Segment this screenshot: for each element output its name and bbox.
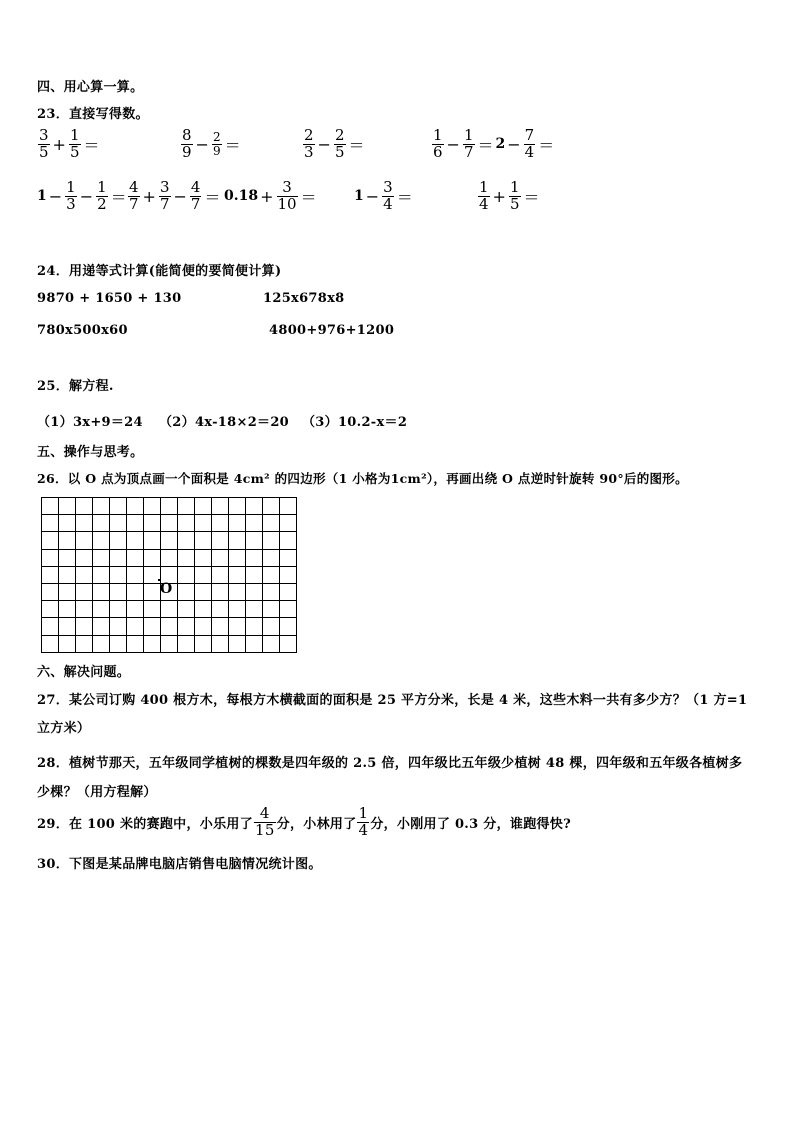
grid-cell[interactable] bbox=[161, 532, 178, 549]
grid-cell[interactable] bbox=[110, 618, 127, 635]
grid-cell[interactable] bbox=[212, 601, 229, 618]
grid-cell[interactable] bbox=[161, 618, 178, 635]
grid-cell[interactable] bbox=[127, 601, 144, 618]
grid-cell[interactable] bbox=[127, 636, 144, 653]
grid-cell[interactable] bbox=[76, 498, 93, 515]
grid-cell[interactable] bbox=[144, 636, 161, 653]
grid-cell[interactable] bbox=[110, 550, 127, 567]
question-29: 29．在 100 米的赛跑中，小乐用了 $\frac{4}{15}$ 分，小林用了 $\frac{1}{4}$ 分，小刚用了 0.3 分，谁跑得快? bbox=[37, 804, 572, 839]
grid-cell[interactable] bbox=[195, 636, 212, 653]
grid-cell[interactable] bbox=[76, 601, 93, 618]
question-27-line-1: 27．某公司订购 400 根方木，每根方木横截面的面积是 25 平方分米，长是 4 米，这些木料一共有多少方？（1 方=1 bbox=[37, 693, 748, 708]
grid-cell[interactable] bbox=[76, 618, 93, 635]
grid-cell[interactable] bbox=[93, 584, 110, 601]
point-o-label: O bbox=[160, 581, 173, 597]
grid-cell[interactable] bbox=[76, 584, 93, 601]
grid-cell[interactable] bbox=[280, 550, 297, 567]
grid-cell[interactable] bbox=[42, 636, 59, 653]
grid-cell[interactable] bbox=[246, 601, 263, 618]
grid-cell[interactable] bbox=[59, 550, 76, 567]
grid-cell[interactable] bbox=[144, 567, 161, 584]
grid-cell[interactable] bbox=[161, 636, 178, 653]
q24-item-2: 125x678x8 bbox=[263, 291, 345, 306]
grid-cell[interactable] bbox=[263, 515, 280, 532]
grid-cell[interactable] bbox=[144, 515, 161, 532]
grid-cell[interactable] bbox=[212, 550, 229, 567]
grid-cell[interactable] bbox=[42, 515, 59, 532]
q25-item-2: （2）4x-18×2＝20 bbox=[159, 415, 290, 430]
calc-1-3: $\frac{2}{3}$ − $\frac{2}{5}$ ＝ bbox=[304, 126, 365, 161]
grid-cell[interactable] bbox=[127, 515, 144, 532]
grid-cell[interactable] bbox=[280, 601, 297, 618]
grid-cell[interactable] bbox=[212, 584, 229, 601]
grid-cell[interactable] bbox=[76, 550, 93, 567]
grid-cell[interactable] bbox=[263, 636, 280, 653]
grid-cell[interactable] bbox=[59, 532, 76, 549]
calc-1-1: $\frac{3}{5}$ + $\frac{1}{5}$ ＝ bbox=[39, 126, 100, 161]
grid-cell[interactable] bbox=[110, 601, 127, 618]
grid-cell[interactable] bbox=[229, 584, 246, 601]
grid-cell[interactable] bbox=[144, 532, 161, 549]
grid-cell[interactable] bbox=[178, 584, 195, 601]
grid-cell[interactable] bbox=[76, 532, 93, 549]
grid-cell[interactable] bbox=[59, 567, 76, 584]
calc-2-1: 1 − $\frac{1}{3}$ − $\frac{1}{2}$ ＝ bbox=[37, 178, 127, 213]
grid-cell[interactable] bbox=[127, 532, 144, 549]
grid-cell[interactable] bbox=[229, 515, 246, 532]
grid-cell[interactable] bbox=[161, 601, 178, 618]
section-4-title: 四、用心算一算。 bbox=[37, 80, 144, 95]
grid-cell[interactable] bbox=[59, 636, 76, 653]
grid-cell[interactable] bbox=[195, 498, 212, 515]
grid-cell[interactable] bbox=[127, 567, 144, 584]
grid-cell[interactable] bbox=[127, 618, 144, 635]
grid-cell[interactable] bbox=[178, 498, 195, 515]
square-grid[interactable] bbox=[41, 497, 297, 653]
grid-cell[interactable] bbox=[76, 567, 93, 584]
grid-cell[interactable] bbox=[110, 515, 127, 532]
grid-cell[interactable] bbox=[76, 515, 93, 532]
grid-cell[interactable] bbox=[195, 601, 212, 618]
grid-cell[interactable] bbox=[280, 532, 297, 549]
grid-cell[interactable] bbox=[161, 498, 178, 515]
grid-cell[interactable] bbox=[263, 618, 280, 635]
grid-cell[interactable] bbox=[263, 601, 280, 618]
calc-1-2: $\frac{8}{9}$ − $\frac{2}{9}$ ＝ bbox=[182, 126, 241, 161]
grid-cell[interactable] bbox=[144, 601, 161, 618]
grid-cell[interactable] bbox=[110, 567, 127, 584]
grid-cell[interactable] bbox=[59, 498, 76, 515]
grid-cell[interactable] bbox=[263, 584, 280, 601]
grid-cell[interactable] bbox=[280, 515, 297, 532]
grid-cell[interactable] bbox=[263, 532, 280, 549]
question-23: 23．直接写得数。 bbox=[37, 107, 149, 122]
grid-cell[interactable] bbox=[76, 636, 93, 653]
grid-cell[interactable] bbox=[161, 515, 178, 532]
grid-cell[interactable] bbox=[93, 618, 110, 635]
grid-cell[interactable] bbox=[280, 618, 297, 635]
grid-cell[interactable] bbox=[246, 550, 263, 567]
grid-cell[interactable] bbox=[178, 550, 195, 567]
question-26: 26．以 O 点为顶点画一个面积是 4cm² 的四边形（1 小格为1cm²），再画出绕 O 点逆时针旋转 90°后的图形。 bbox=[37, 471, 688, 486]
question-27-line-2: 立方米） bbox=[37, 721, 91, 736]
grid-cell[interactable] bbox=[59, 618, 76, 635]
grid-cell[interactable] bbox=[195, 550, 212, 567]
grid-cell[interactable] bbox=[229, 618, 246, 635]
grid-cell[interactable] bbox=[110, 532, 127, 549]
grid-cell[interactable] bbox=[195, 567, 212, 584]
grid-cell[interactable] bbox=[59, 515, 76, 532]
grid-cell[interactable] bbox=[263, 550, 280, 567]
grid-cell[interactable] bbox=[42, 567, 59, 584]
grid-cell[interactable] bbox=[42, 498, 59, 515]
grid-cell[interactable] bbox=[178, 601, 195, 618]
grid-cell[interactable] bbox=[212, 567, 229, 584]
grid-cell[interactable] bbox=[161, 550, 178, 567]
grid-cell[interactable] bbox=[195, 532, 212, 549]
grid-cell[interactable] bbox=[195, 515, 212, 532]
grid-cell[interactable] bbox=[246, 515, 263, 532]
section-5-title: 五、操作与思考。 bbox=[37, 445, 144, 460]
question-28-line-1: 28．植树节那天，五年级同学植树的棵数是四年级的 2.5 倍，四年级比五年级少植树 48 棵，四年级和五年级各植树多 bbox=[37, 756, 743, 771]
grid-cell[interactable] bbox=[110, 636, 127, 653]
calc-2-4: 1 − $\frac{3}{4}$ ＝ bbox=[354, 178, 413, 213]
grid-cell[interactable] bbox=[212, 636, 229, 653]
grid-cell[interactable] bbox=[229, 636, 246, 653]
grid-cell[interactable] bbox=[42, 584, 59, 601]
question-25: 25．解方程. bbox=[37, 379, 114, 394]
grid-cell[interactable] bbox=[127, 584, 144, 601]
grid-cell[interactable] bbox=[195, 584, 212, 601]
question-30: 30．下图是某品牌电脑店销售电脑情况统计图。 bbox=[37, 857, 322, 872]
grid-cell[interactable] bbox=[229, 601, 246, 618]
grid-cell[interactable] bbox=[178, 532, 195, 549]
grid-cell[interactable] bbox=[280, 584, 297, 601]
grid-cell[interactable] bbox=[178, 567, 195, 584]
section-6-title: 六、解决问题。 bbox=[37, 665, 131, 680]
grid-cell[interactable] bbox=[144, 550, 161, 567]
grid-cell[interactable] bbox=[93, 550, 110, 567]
grid-cell[interactable] bbox=[263, 498, 280, 515]
grid-cell[interactable] bbox=[229, 550, 246, 567]
grid-cell[interactable] bbox=[246, 636, 263, 653]
grid-cell[interactable] bbox=[229, 567, 246, 584]
grid-cell[interactable] bbox=[144, 498, 161, 515]
grid-cell[interactable] bbox=[195, 618, 212, 635]
calc-2-3: 0.18 + $\frac{3}{10}$ ＝ bbox=[224, 178, 317, 213]
grid-cell[interactable] bbox=[178, 515, 195, 532]
grid-cell[interactable] bbox=[246, 498, 263, 515]
grid-cell[interactable] bbox=[144, 584, 161, 601]
grid-cell[interactable] bbox=[42, 601, 59, 618]
grid-cell[interactable] bbox=[42, 618, 59, 635]
grid-cell[interactable] bbox=[229, 532, 246, 549]
grid-cell[interactable] bbox=[212, 618, 229, 635]
calc-1-4: $\frac{1}{6}$ − $\frac{1}{7}$ ＝ 2 − $\frac{7}{4}$ ＝ bbox=[433, 126, 555, 161]
grid-cell[interactable] bbox=[212, 515, 229, 532]
grid-cell[interactable] bbox=[280, 636, 297, 653]
grid-cell[interactable] bbox=[42, 532, 59, 549]
grid-cell[interactable] bbox=[229, 498, 246, 515]
grid-cell[interactable] bbox=[93, 601, 110, 618]
grid-cell[interactable] bbox=[59, 601, 76, 618]
grid-cell[interactable] bbox=[246, 532, 263, 549]
grid-cell[interactable] bbox=[280, 498, 297, 515]
grid-cell[interactable] bbox=[246, 567, 263, 584]
q24-item-4: 4800+976+1200 bbox=[269, 323, 395, 338]
grid-cell[interactable] bbox=[246, 618, 263, 635]
grid-cell[interactable] bbox=[93, 515, 110, 532]
grid-cell[interactable] bbox=[110, 498, 127, 515]
grid-cell[interactable] bbox=[263, 567, 280, 584]
grid-cell[interactable] bbox=[280, 567, 297, 584]
calc-2-2: $\frac{4}{7}$ + $\frac{3}{7}$ − $\frac{4}{7}$ ＝ bbox=[129, 178, 221, 213]
grid-cell[interactable] bbox=[178, 636, 195, 653]
question-28-line-2: 少棵？（用方程解） bbox=[37, 785, 157, 800]
q24-item-1: 9870 + 1650 + 130 bbox=[37, 291, 182, 306]
grid-cell[interactable] bbox=[127, 550, 144, 567]
grid-cell[interactable] bbox=[246, 584, 263, 601]
q24-item-3: 780x500x60 bbox=[37, 323, 128, 338]
grid-cell[interactable] bbox=[127, 498, 144, 515]
grid-cell[interactable] bbox=[93, 636, 110, 653]
grid-cell[interactable] bbox=[42, 550, 59, 567]
grid-cell[interactable] bbox=[212, 498, 229, 515]
question-24: 24．用递等式计算(能简便的要简便计算) bbox=[37, 264, 282, 279]
grid-cell[interactable] bbox=[93, 567, 110, 584]
q25-item-1: （1）3x+9＝24 bbox=[37, 415, 143, 430]
grid-cell[interactable] bbox=[93, 498, 110, 515]
calc-2-5: $\frac{1}{4}$ + $\frac{1}{5}$ ＝ bbox=[479, 178, 540, 213]
grid-cell[interactable] bbox=[212, 532, 229, 549]
grid-cell[interactable] bbox=[110, 584, 127, 601]
grid-cell[interactable] bbox=[178, 618, 195, 635]
q25-item-3: （3）10.2-x＝2 bbox=[302, 415, 408, 430]
grid-cell[interactable] bbox=[59, 584, 76, 601]
grid-cell[interactable] bbox=[93, 532, 110, 549]
grid-cell[interactable] bbox=[144, 618, 161, 635]
